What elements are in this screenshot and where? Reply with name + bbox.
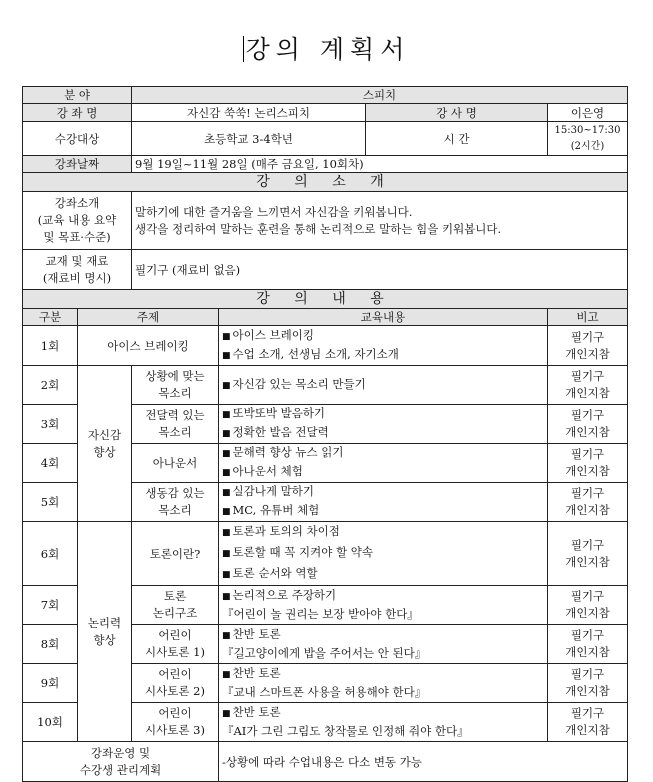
session-content: ■ 찬반 토론 『교내 스마트폰 사용을 허용해야 한다』 (219, 664, 548, 703)
bullet-square-icon: ■ (222, 709, 231, 719)
bullet-square-icon: ■ (222, 670, 231, 680)
table-row (23, 522, 628, 586)
session-no: 8회 (23, 625, 78, 664)
session-topic: 토론 논리구조 (132, 586, 219, 625)
bullet-square-icon: ■ (222, 592, 231, 602)
session-topic: 어린이 시사토론 2) (132, 664, 219, 703)
bullet-square-icon: ■ (222, 449, 231, 459)
session-no: 5회 (23, 483, 78, 522)
session-topic: 어린이 시사토론 3) (132, 703, 219, 742)
bullet-square-icon: ■ (222, 528, 231, 538)
session-no: 9회 (23, 664, 78, 703)
bullet-square-icon: ■ (222, 331, 231, 342)
date-label: 강좌날짜 (23, 156, 132, 173)
session-no: 10회 (23, 703, 78, 742)
session-note: 필기구 개인지참 (548, 522, 628, 586)
materials-label: 교재 및 재료 (재료비 명시) (23, 250, 132, 290)
session-content: ■ 논리적으로 주장하기 『어린이 놀 권리는 보장 받아야 한다』 (219, 586, 548, 625)
time-label: 시 간 (366, 122, 548, 156)
session-note: 필기구 개인지참 (548, 703, 628, 742)
instructor-label: 강 사 명 (366, 104, 548, 122)
management-value: -상황에 따라 수업내용은 다소 변동 가능 (219, 742, 628, 782)
session-topic: 아이스 브레이킹 (78, 326, 219, 366)
bullet-square-icon: ■ (222, 507, 231, 517)
session-content: ■ 문해력 향상 뉴스 읽기 ■ 아나운서 체험 (219, 444, 548, 483)
intro-text: 말하기에 대한 즐거움을 느끼면서 자신감을 키워봅니다. 생각을 정리하여 말하는 훈련을 통해 논리적으로 말하는 힘을 키워봅니다. (132, 192, 628, 250)
text-cursor (243, 36, 244, 62)
target-value: 초등학교 3-4학년 (132, 122, 366, 156)
session-no: 3회 (23, 405, 78, 444)
session-content: ■ 찬반 토론 『길고양이에게 밥을 주어서는 안 된다』 (219, 625, 548, 664)
bullet-square-icon: ■ (222, 350, 231, 361)
bullet-square-icon: ■ (222, 429, 231, 439)
col-content: 교육내용 (219, 309, 548, 326)
session-no: 1회 (23, 326, 78, 366)
session-note: 필기구 개인지참 (548, 483, 628, 522)
date-value: 9월 19일~11월 28일 (매주 금요일, 10회차) (132, 156, 628, 173)
session-content: ■ 자신감 있는 목소리 만들기 (219, 366, 548, 405)
col-note: 비고 (548, 309, 628, 326)
session-topic: 어린이 시사토론 1) (132, 625, 219, 664)
group-logic: 논리력 향상 (78, 522, 132, 742)
plan-table (22, 86, 628, 782)
bullet-square-icon: ■ (222, 549, 231, 559)
materials-value: 필기구 (재료비 없음) (132, 250, 628, 290)
session-no: 2회 (23, 366, 78, 405)
intro-label: 강좌소개 (교육 내용 요약 및 목표·수준) (23, 192, 132, 250)
course-value: 자신감 쑥쑥! 논리스피치 (132, 104, 366, 122)
table-row (23, 326, 628, 366)
col-session: 구분 (23, 309, 78, 326)
course-label: 강 좌 명 (23, 104, 132, 122)
content-band: 강 의 내 용 (23, 290, 628, 309)
instructor-value: 이은영 (548, 104, 628, 122)
session-no: 6회 (23, 522, 78, 586)
session-topic: 토론이란? (132, 522, 219, 586)
bullet-square-icon: ■ (222, 468, 231, 478)
group-confidence: 자신감 향상 (78, 366, 132, 522)
session-topic: 아나운서 (132, 444, 219, 483)
session-content: ■ 또박또박 발음하기 ■ 정확한 발음 전달력 (219, 405, 548, 444)
session-content: ■ 찬반 토론 『AI가 그린 그림도 창작물로 인정해 줘야 한다』 (219, 703, 548, 742)
session-topic: 상황에 맞는 목소리 (132, 366, 219, 405)
session-topic: 전달력 있는 목소리 (132, 405, 219, 444)
session-note: 필기구 개인지참 (548, 405, 628, 444)
session-topic: 생동감 있는 목소리 (132, 483, 219, 522)
col-topic: 주제 (78, 309, 219, 326)
page-title: 강의 계획서 (0, 30, 653, 66)
session-content: ■ 토론과 토의의 차이점 ■ 토론할 때 꼭 지켜야 할 약속 ■ 토론 순서와 역할 (219, 522, 548, 586)
time-value: 15:30~17:30 (2시간) (548, 122, 628, 156)
session-note: 필기구 개인지참 (548, 586, 628, 625)
bullet-square-icon: ■ (222, 570, 231, 580)
intro-band: 강 의 소 개 (23, 173, 628, 192)
field-value: 스피치 (132, 87, 628, 104)
management-label: 강좌운영 및 수강생 관리계획 (23, 742, 219, 782)
bullet-square-icon: ■ (222, 381, 231, 391)
bullet-square-icon: ■ (222, 631, 231, 641)
field-label: 분 야 (23, 87, 132, 104)
session-note: 필기구 개인지참 (548, 444, 628, 483)
session-no: 7회 (23, 586, 78, 625)
table-row (23, 366, 628, 405)
session-content: ■ 아이스 브레이킹 ■ 수업 소개, 선생님 소개, 자기소개 (219, 326, 548, 366)
session-note: 필기구 개인지참 (548, 625, 628, 664)
bullet-square-icon: ■ (222, 410, 231, 420)
session-note: 필기구 개인지참 (548, 366, 628, 405)
session-note: 필기구 개인지참 (548, 326, 628, 366)
target-label: 수강대상 (23, 122, 132, 156)
bullet-square-icon: ■ (222, 488, 231, 498)
session-no: 4회 (23, 444, 78, 483)
session-content: ■ 실감나게 말하기 ■ MC, 유튜버 체험 (219, 483, 548, 522)
session-note: 필기구 개인지참 (548, 664, 628, 703)
